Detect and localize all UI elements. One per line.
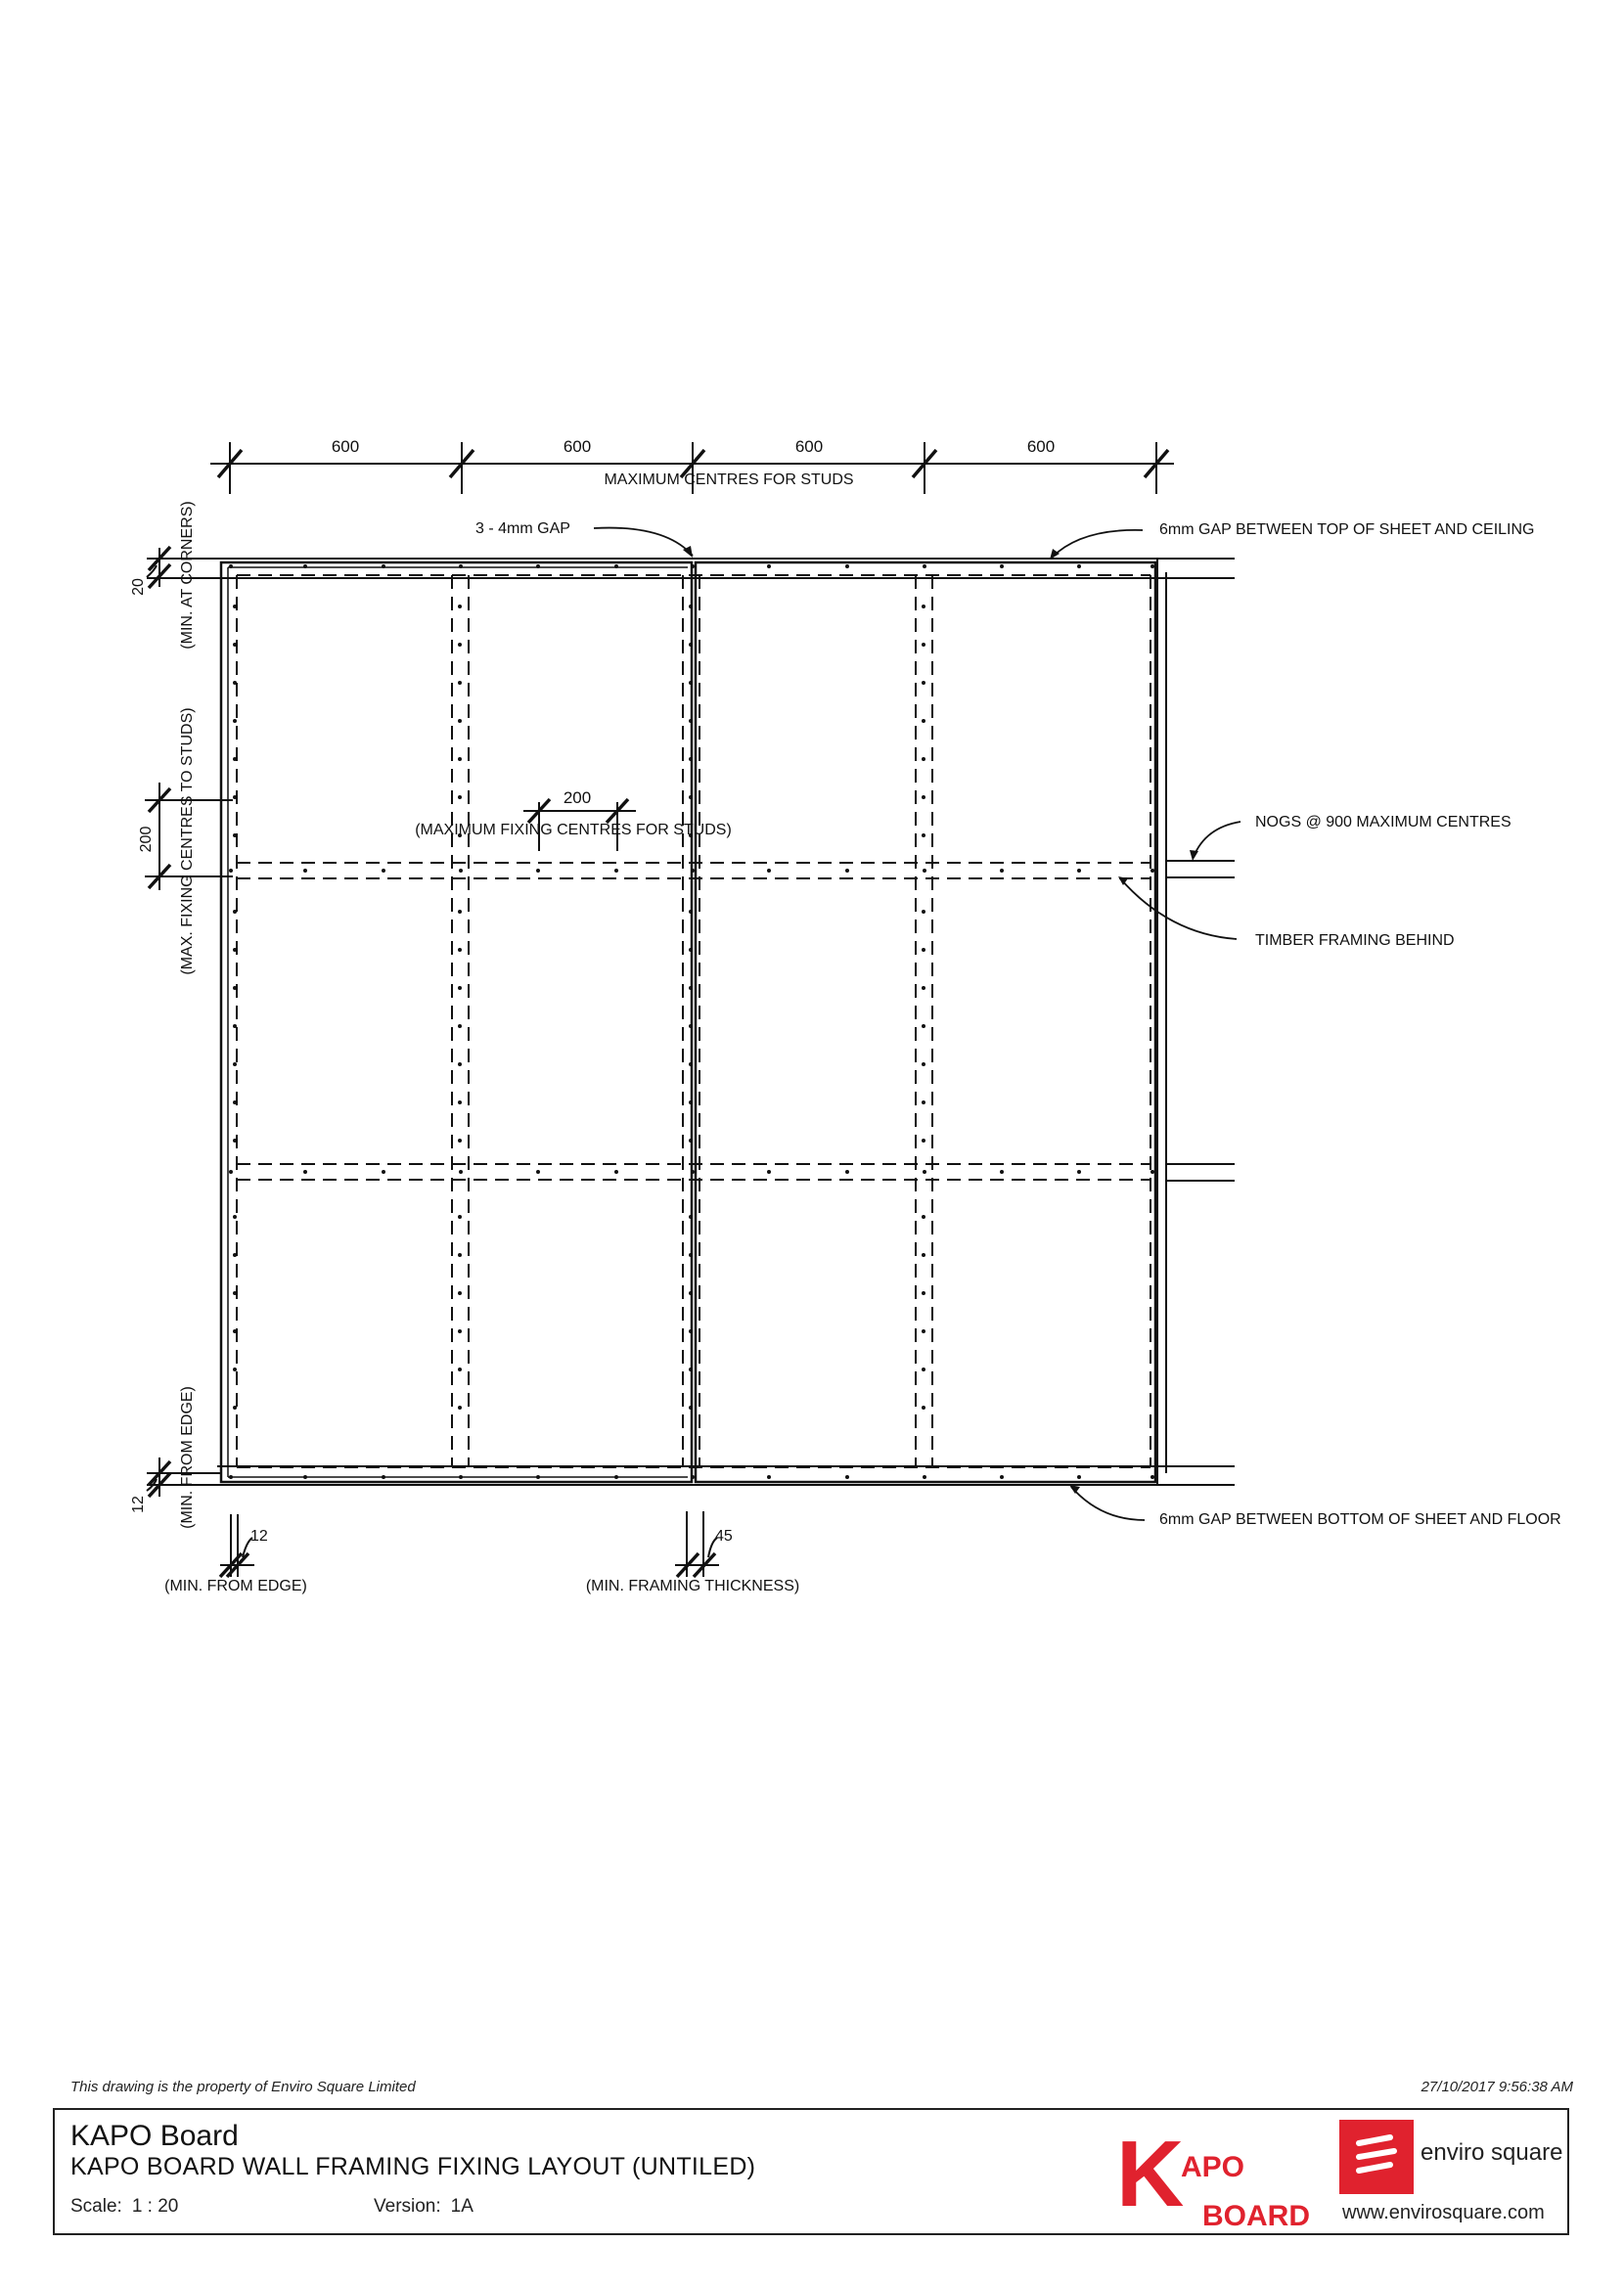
fixing-dot xyxy=(233,1406,237,1410)
fixing-dot xyxy=(689,605,693,608)
framing-thickness-dimension xyxy=(675,1511,719,1577)
fixing-dot xyxy=(458,1215,462,1219)
fixing-dot xyxy=(922,643,925,647)
fixing-dot xyxy=(922,757,925,761)
top-gap-note: 6mm GAP BETWEEN TOP OF SHEET AND CEILING xyxy=(1159,521,1535,538)
fixing-dot xyxy=(922,1139,925,1143)
right-wall-framing xyxy=(1157,559,1235,1485)
fixing-dot xyxy=(767,869,771,873)
corner-min-value: 20 xyxy=(130,578,147,596)
fixing-dot xyxy=(922,1329,925,1333)
fixing-dot xyxy=(614,869,618,873)
fixing-dot xyxy=(233,986,237,990)
fixing-dot xyxy=(689,910,693,914)
fixing-dot xyxy=(691,1475,695,1479)
kapo-logo-board: BOARD xyxy=(1202,2200,1310,2232)
fixing-dot xyxy=(233,1329,237,1333)
fixing-dot xyxy=(1000,1170,1004,1174)
fixing-dot xyxy=(233,910,237,914)
fixing-dot xyxy=(382,1170,385,1174)
fixing-dot xyxy=(233,833,237,837)
fixing-dot xyxy=(382,564,385,568)
fixing-dot xyxy=(303,1475,307,1479)
fixing-dot xyxy=(614,1170,618,1174)
fixing-dot xyxy=(458,1368,462,1371)
fixing-dot xyxy=(303,869,307,873)
sheet-gap-note: 3 - 4mm GAP xyxy=(475,520,570,537)
fixing-dot xyxy=(1000,564,1004,568)
fixing-dot xyxy=(922,1100,925,1104)
fixing-dot xyxy=(233,1139,237,1143)
fixing-dot xyxy=(689,643,693,647)
fixing-dot xyxy=(458,719,462,723)
left-sheet xyxy=(221,562,692,1482)
fixing-dot xyxy=(845,1170,849,1174)
version-field xyxy=(374,2196,474,2218)
fixing-dot xyxy=(1150,1475,1154,1479)
stud-spacing-1: 600 xyxy=(331,437,360,456)
fixing-dot xyxy=(689,757,693,761)
fixing-dot xyxy=(458,1024,462,1028)
fixing-dot xyxy=(233,1024,237,1028)
fixing-dot xyxy=(458,1406,462,1410)
enviro-square-mark xyxy=(1339,2120,1414,2194)
fixing-dot xyxy=(689,1215,693,1219)
fixing-dot xyxy=(1150,1170,1154,1174)
edge-left-value: 12 xyxy=(250,1528,268,1545)
fixing-dot xyxy=(233,1062,237,1066)
fixing-dot xyxy=(1150,564,1154,568)
stud-spacing-4: 600 xyxy=(1026,437,1056,456)
timber-note: TIMBER FRAMING BEHIND xyxy=(1255,932,1455,949)
nogs-note: NOGS @ 900 MAXIMUM CENTRES xyxy=(1255,814,1511,830)
fixing-dot xyxy=(614,1475,618,1479)
fixing-dot xyxy=(458,1062,462,1066)
fixing-dot xyxy=(767,1475,771,1479)
fixing-to-studs-note: (MAX. FIXING CENTRES TO STUDS) xyxy=(179,707,196,975)
fixing-dot xyxy=(922,986,925,990)
fixing-dot xyxy=(382,869,385,873)
fixing-dot xyxy=(922,681,925,685)
board-sheets xyxy=(221,562,1155,1482)
fixing-dot xyxy=(922,1024,925,1028)
property-disclaimer: This drawing is the property of Enviro Square Limited xyxy=(70,2079,416,2095)
fixing-dot xyxy=(458,1139,462,1143)
fixing-dot xyxy=(458,757,462,761)
fixing-dot xyxy=(536,564,540,568)
fixing-dot xyxy=(922,1215,925,1219)
fixing-dot xyxy=(922,1406,925,1410)
version-label: Version: xyxy=(374,2196,441,2217)
fixing-dot xyxy=(691,564,695,568)
fixing-dot xyxy=(689,1329,693,1333)
fixing-dot xyxy=(233,1368,237,1371)
fixing-dot xyxy=(459,869,463,873)
fixing-dot xyxy=(233,1100,237,1104)
fixing-dot xyxy=(458,795,462,799)
fixing-dot xyxy=(458,681,462,685)
fixing-dot xyxy=(691,869,695,873)
kapo-logo-k: K xyxy=(1116,2122,1185,2226)
fixing-dot xyxy=(1150,869,1154,873)
plot-timestamp: 27/10/2017 9:56:38 AM xyxy=(1421,2079,1573,2095)
fixing-dot xyxy=(923,564,926,568)
fixing-dot xyxy=(382,1475,385,1479)
fixing-dot xyxy=(536,869,540,873)
fixing-dot xyxy=(922,910,925,914)
fixing-dot xyxy=(922,1368,925,1371)
fixing-dot xyxy=(689,1368,693,1371)
framing-note: (MIN. FRAMING THICKNESS) xyxy=(585,1578,800,1594)
fixing-dot xyxy=(1077,869,1081,873)
fixing-dot xyxy=(614,564,618,568)
edge-horizontal-dimension xyxy=(220,1514,254,1577)
fixing-centres-value: 200 xyxy=(563,788,592,807)
ceiling-floor-lines xyxy=(217,559,1235,1485)
fixing-dot xyxy=(459,1475,463,1479)
fixing-dot xyxy=(845,869,849,873)
fixing-dot xyxy=(458,1253,462,1257)
enviro-square-name: enviro square xyxy=(1421,2139,1563,2166)
fixing-dot xyxy=(233,757,237,761)
fixing-dot xyxy=(233,605,237,608)
scale-value: 1 : 20 xyxy=(131,2196,179,2217)
fixing-dot xyxy=(767,564,771,568)
fixing-dot xyxy=(1077,1475,1081,1479)
fixing-dot xyxy=(459,564,463,568)
fixing-dot xyxy=(1077,1170,1081,1174)
fixing-dot xyxy=(689,681,693,685)
fixing-dot xyxy=(689,948,693,952)
fixing-centres-note: (MAXIMUM FIXING CENTRES FOR STUDS) xyxy=(415,822,732,838)
fixing-dot xyxy=(303,1170,307,1174)
edge-bottom-value: 12 xyxy=(130,1496,147,1513)
fixing-dot xyxy=(922,1062,925,1066)
product-name: KAPO Board xyxy=(70,2120,239,2152)
edge-bottom-note: (MIN. FROM EDGE) xyxy=(179,1386,196,1529)
kapo-logo-apo: APO xyxy=(1181,2151,1245,2183)
fixing-dot xyxy=(689,1024,693,1028)
fixing-dot xyxy=(233,948,237,952)
fixing-dot xyxy=(458,643,462,647)
fixing-dot xyxy=(1000,869,1004,873)
fixing-dot xyxy=(689,986,693,990)
fixing-dot xyxy=(458,948,462,952)
fixing-dot xyxy=(922,833,925,837)
fixing-dot xyxy=(233,681,237,685)
framing-value: 45 xyxy=(715,1528,733,1545)
fixing-dot xyxy=(233,795,237,799)
fixing-dot xyxy=(233,719,237,723)
fixing-dot xyxy=(689,1406,693,1410)
fixing-dot xyxy=(922,795,925,799)
kapo-board-logo xyxy=(1116,2120,1312,2232)
stud-spacing-3: 600 xyxy=(794,437,824,456)
leader-arrowheads xyxy=(683,546,1198,1494)
fixing-dot xyxy=(923,869,926,873)
title-block xyxy=(53,2108,1569,2235)
fixing-dot xyxy=(458,1291,462,1295)
fixing-dot xyxy=(458,1329,462,1333)
fixing-dot xyxy=(303,564,307,568)
fixing-dot xyxy=(1000,1475,1004,1479)
fixing-dot xyxy=(923,1170,926,1174)
fixing-dot xyxy=(689,1291,693,1295)
fixing-dot xyxy=(536,1170,540,1174)
stud-spacing-2: 600 xyxy=(563,437,592,456)
enviro-square-url[interactable]: www.envirosquare.com xyxy=(1342,2202,1545,2223)
fixing-dot xyxy=(845,564,849,568)
bottom-gap-note: 6mm GAP BETWEEN BOTTOM OF SHEET AND FLOOR xyxy=(1159,1511,1561,1528)
fixing-dot xyxy=(459,1170,463,1174)
fixing-to-studs-value: 200 xyxy=(138,826,155,853)
fixing-dot xyxy=(922,1291,925,1295)
fixing-dot xyxy=(922,948,925,952)
stud-spacing-note: MAXIMUM CENTRES FOR STUDS xyxy=(604,471,854,488)
scale-field xyxy=(70,2196,178,2218)
fixing-dot xyxy=(229,1475,233,1479)
version-value: 1A xyxy=(450,2196,474,2217)
fixing-dot xyxy=(923,1475,926,1479)
timber-framing-behind xyxy=(237,575,1150,1467)
fixing-dot xyxy=(458,605,462,608)
fixing-dot xyxy=(691,1170,695,1174)
fixing-dot xyxy=(922,719,925,723)
corner-min-note: (MIN. AT CORNERS) xyxy=(179,501,196,650)
fixing-dot xyxy=(233,1291,237,1295)
fixing-dot xyxy=(458,986,462,990)
edge-left-note: (MIN. FROM EDGE) xyxy=(164,1578,307,1594)
fixing-dot xyxy=(689,1253,693,1257)
fixing-dot xyxy=(233,1215,237,1219)
fixing-dot xyxy=(536,1475,540,1479)
fixing-dot xyxy=(767,1170,771,1174)
drawing-title: KAPO BOARD WALL FRAMING FIXING LAYOUT (UNTILED) xyxy=(70,2153,756,2180)
fixing-dot xyxy=(689,1139,693,1143)
fixing-dot xyxy=(233,1253,237,1257)
fixing-dot xyxy=(458,1100,462,1104)
scale-label: Scale: xyxy=(70,2196,122,2217)
fixing-dot xyxy=(1077,564,1081,568)
fixing-dot xyxy=(458,910,462,914)
right-sheet xyxy=(696,562,1155,1482)
fixing-dot xyxy=(229,564,233,568)
fixing-dot xyxy=(845,1475,849,1479)
fixing-dot xyxy=(229,869,233,873)
fixing-dot xyxy=(229,1170,233,1174)
fixing-dot xyxy=(689,795,693,799)
fixing-dot xyxy=(233,643,237,647)
fixing-dot xyxy=(689,719,693,723)
fixing-dot xyxy=(689,1062,693,1066)
fixing-dot xyxy=(689,1100,693,1104)
fixing-dot xyxy=(922,1253,925,1257)
fixing-dot xyxy=(922,605,925,608)
